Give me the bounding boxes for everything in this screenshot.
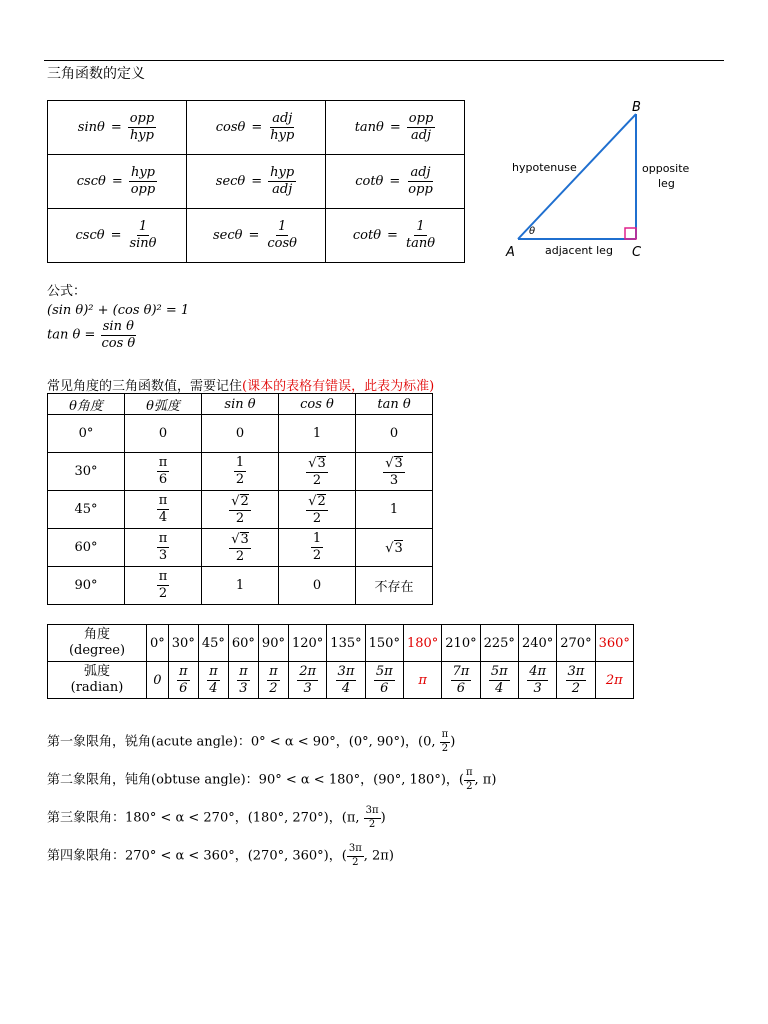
- radian-cell: [258, 662, 288, 699]
- fraction: [566, 665, 587, 695]
- denominator: 4: [341, 680, 351, 696]
- fraction: [229, 494, 251, 525]
- denominator: 6: [158, 472, 168, 487]
- fraction: [267, 665, 280, 695]
- table-cell: [125, 453, 202, 491]
- quadrant-tail: ): [450, 734, 456, 750]
- numerator: 7π: [452, 663, 470, 679]
- radicand: 3: [317, 455, 326, 471]
- denominator: adj: [272, 182, 293, 197]
- radian-cell: [288, 662, 326, 699]
- table-cell: [279, 491, 356, 529]
- numerator: 1: [278, 219, 287, 235]
- numerator: 3π: [337, 663, 355, 679]
- numerator: π: [158, 493, 168, 509]
- radian-cell: [442, 662, 480, 699]
- radicand: 2: [240, 493, 249, 509]
- radian-cell: [327, 662, 365, 699]
- quadrant-line: [47, 844, 394, 868]
- definition-fraction: [129, 166, 157, 196]
- table-row: [48, 491, 433, 529]
- degree-row: [48, 625, 634, 662]
- table-row: [48, 567, 433, 605]
- table-cell: 0: [356, 415, 433, 453]
- degree-cell: 360°: [595, 625, 633, 662]
- vertex-b-label: B: [632, 100, 641, 115]
- formulas-heading: 公式：: [47, 284, 87, 299]
- definition-cell: [48, 155, 187, 209]
- definition-lhs: secθ: [213, 228, 243, 243]
- tan-identity-fraction: [99, 320, 137, 350]
- vertex-a-label: A: [506, 245, 515, 260]
- numerator: π: [158, 569, 168, 585]
- numerator: 2π: [299, 663, 317, 679]
- table-row: [48, 453, 433, 491]
- numerator: π: [440, 730, 451, 743]
- quadrant-line: [47, 768, 496, 792]
- right-angle-marker: [625, 228, 636, 239]
- definition-row: [48, 209, 465, 263]
- numerator: 3π: [347, 844, 364, 857]
- table-cell: 0: [202, 415, 279, 453]
- definition-cell: [187, 101, 326, 155]
- table-cell: 1: [202, 567, 279, 605]
- definitions-table: [47, 100, 465, 263]
- fraction: [234, 456, 246, 486]
- numerator: π: [209, 663, 218, 679]
- table-cell: [279, 453, 356, 491]
- pythagorean-identity: (sin θ)² + (cos θ)² = 1: [47, 303, 190, 318]
- degree-cell: 45°: [198, 625, 228, 662]
- numerator: π: [158, 455, 168, 471]
- quadrant-text: 第四象限角：270° < α < 360°，(270°, 360°)，(: [47, 848, 347, 864]
- quadrant-text: 第三象限角：180° < α < 270°，(180°, 270°)，(π,: [47, 810, 364, 826]
- definition-cell: [48, 209, 187, 263]
- column-header: sin θ: [202, 394, 279, 415]
- table-row: [48, 529, 433, 567]
- table-cell: 45°: [48, 491, 125, 529]
- denominator: 4: [158, 510, 168, 525]
- radicand: 3: [394, 455, 403, 471]
- denominator: 4: [495, 680, 504, 696]
- denominator: 2: [466, 780, 473, 792]
- equals-sign: =: [110, 120, 122, 135]
- quadrant-text: 第一象限角，锐角(acute angle)：0° < α < 90°，(0°, 90°)，(0,: [47, 734, 440, 750]
- quadrant-fraction: [440, 730, 451, 754]
- denominator: 2: [158, 586, 168, 601]
- definition-lhs: cscθ: [76, 174, 106, 189]
- radian-row: [48, 662, 634, 699]
- denominator: 2: [312, 510, 322, 526]
- formulas-block: [47, 282, 189, 350]
- definition-fraction: [404, 220, 437, 250]
- definition-lhs: cotθ: [355, 174, 384, 189]
- numerator: π: [269, 663, 278, 679]
- table-cell: 1: [356, 491, 433, 529]
- degree-label-cn: 角度: [83, 627, 110, 642]
- degree-cell: 150°: [365, 625, 403, 662]
- quadrant-text: 第二象限角，钝角(obtuse angle)：90° < α < 180°，(90°, 180°)，(: [47, 772, 464, 788]
- definition-fraction: [127, 220, 158, 250]
- definition-lhs: tanθ: [354, 120, 384, 135]
- table-cell: [125, 567, 202, 605]
- fraction: [311, 532, 323, 562]
- numerator: opp: [408, 111, 434, 127]
- degree-cell: 240°: [518, 625, 556, 662]
- denominator: cosθ: [267, 236, 297, 251]
- numerator: π: [464, 768, 475, 781]
- equals-sign: =: [387, 228, 398, 243]
- column-header: θ弧度: [125, 394, 202, 415]
- fraction: [157, 456, 170, 486]
- opposite-label-line1: opposite: [642, 162, 690, 175]
- table-cell: √3: [356, 529, 433, 567]
- numerator: hyp: [130, 165, 155, 181]
- radian-label: [48, 662, 147, 699]
- radicand: 3: [240, 531, 249, 547]
- table-cell: [125, 529, 202, 567]
- numerator: π: [239, 663, 248, 679]
- radian-cell: [480, 662, 518, 699]
- equals-sign: =: [248, 228, 260, 243]
- definition-fraction: [407, 112, 435, 142]
- denominator: 6: [380, 680, 389, 696]
- radian-cell: [168, 662, 198, 699]
- radian-label-en: (radian): [70, 680, 124, 695]
- column-header: θ角度: [48, 394, 125, 415]
- denominator: 3: [303, 680, 312, 696]
- definition-lhs: cotθ: [352, 228, 382, 243]
- definition-fraction: [268, 112, 296, 142]
- numerator: 1: [312, 531, 322, 547]
- radian-cell: [198, 662, 228, 699]
- denominator: 2: [571, 680, 581, 696]
- vertex-c-label: C: [632, 245, 642, 260]
- column-header: tan θ: [356, 394, 433, 415]
- equals-sign: =: [389, 174, 401, 189]
- numerator: hyp: [270, 165, 295, 181]
- table-cell: [202, 491, 279, 529]
- degree-cell: 225°: [480, 625, 518, 662]
- degree-cell: 270°: [557, 625, 595, 662]
- fraction: [527, 665, 548, 695]
- quadrant-line: [47, 806, 386, 830]
- definition-cell: [187, 209, 326, 263]
- denominator: 2: [235, 548, 245, 564]
- equals-sign: =: [251, 174, 263, 189]
- degree-label-en: (degree): [68, 643, 126, 658]
- conversion-table: [47, 624, 634, 699]
- fraction: [297, 665, 318, 695]
- degree-cell: 0°: [147, 625, 169, 662]
- definition-fraction: [128, 112, 156, 142]
- definition-fraction: [406, 166, 434, 196]
- numerator: 3π: [364, 806, 381, 819]
- table-cell: 0°: [48, 415, 125, 453]
- numerator: 5π: [375, 663, 393, 679]
- denominator: 2: [441, 742, 449, 754]
- radian-cell: [365, 662, 403, 699]
- quadrant-tail: , π): [474, 772, 497, 788]
- table-cell: 0: [125, 415, 202, 453]
- numerator: √3: [231, 531, 249, 547]
- right-triangle-diagram: [498, 96, 708, 261]
- fraction: [306, 494, 328, 525]
- degree-cell: 30°: [168, 625, 198, 662]
- column-header: cos θ: [279, 394, 356, 415]
- degree-cell: 135°: [327, 625, 365, 662]
- radian-cell: [518, 662, 556, 699]
- denominator: 4: [209, 680, 218, 696]
- radian-cell: [228, 662, 258, 699]
- common-values-title: [47, 375, 434, 394]
- degree-cell: 60°: [228, 625, 258, 662]
- numerator: adj: [272, 111, 293, 127]
- radian-cell: π: [403, 662, 441, 699]
- hypotenuse-side: [518, 114, 636, 239]
- fraction: [207, 665, 220, 695]
- numerator: √2: [231, 493, 249, 509]
- common-values-intro: 常见角度的三角函数值，需要记住: [47, 379, 243, 394]
- denominator: 6: [456, 680, 466, 696]
- denominator: opp: [408, 182, 433, 197]
- numerator: √3: [308, 455, 326, 471]
- fraction: [157, 494, 170, 524]
- radian-cell: [557, 662, 595, 699]
- numerator: 4π: [529, 663, 547, 679]
- table-cell: [279, 529, 356, 567]
- table-cell: [356, 453, 433, 491]
- definition-cell: [48, 101, 187, 155]
- denominator: 3: [389, 472, 399, 488]
- theta-label: θ: [529, 226, 536, 237]
- fraction: [157, 570, 170, 600]
- table-cell: 30°: [48, 453, 125, 491]
- denominator: 3: [533, 680, 542, 696]
- denominator: sinθ: [129, 236, 157, 251]
- fraction: [157, 532, 170, 562]
- equals-sign: =: [251, 120, 263, 135]
- denominator: 3: [239, 680, 248, 696]
- fraction: [229, 532, 251, 563]
- equals-sign: =: [110, 228, 122, 243]
- denominator: 2: [312, 472, 322, 488]
- denominator: 3: [158, 548, 168, 563]
- common-values-note: (课本的表格有错误，此表为标准): [242, 379, 435, 394]
- numerator: adj: [410, 165, 431, 181]
- page-title: 三角函数的定义: [47, 66, 145, 82]
- denominator: 2: [352, 856, 359, 868]
- numerator: opp: [129, 111, 155, 127]
- numerator: π: [179, 663, 188, 679]
- quadrant-fraction: [464, 768, 475, 792]
- denominator: adj: [410, 128, 432, 143]
- fraction: [306, 456, 328, 487]
- radicand: 3: [394, 540, 403, 556]
- numerator: π: [158, 531, 168, 547]
- fraction: [489, 665, 510, 695]
- denominator: 2: [235, 510, 245, 526]
- numerator: √2: [308, 493, 326, 509]
- quadrant-fraction: [364, 806, 381, 830]
- definition-lhs: cosθ: [215, 120, 246, 135]
- adjacent-label: adjacent leg: [545, 244, 613, 257]
- degree-cell: 210°: [442, 625, 480, 662]
- quadrant-fraction: [347, 844, 364, 868]
- denominator: 6: [179, 680, 188, 696]
- fraction: [336, 665, 357, 695]
- definition-lhs: secθ: [215, 174, 246, 189]
- top-rule: [44, 60, 724, 61]
- denominator: 2: [368, 818, 376, 830]
- denominator: 2: [269, 680, 278, 696]
- denominator: hyp: [270, 128, 295, 143]
- radicand: 2: [317, 493, 326, 509]
- numerator: 1: [138, 219, 148, 235]
- quadrant-line: [47, 730, 455, 754]
- tan-identity-lhs: tan θ =: [47, 327, 96, 343]
- table-cell: 0: [279, 567, 356, 605]
- degree-cell: 90°: [258, 625, 288, 662]
- denominator: hyp: [129, 128, 154, 143]
- definition-cell: [187, 155, 326, 209]
- tan-identity-den: cos θ: [101, 335, 136, 351]
- table-cell: 90°: [48, 567, 125, 605]
- fraction: [383, 456, 405, 487]
- header-row: [48, 394, 433, 415]
- numerator: √3: [385, 455, 403, 471]
- table-cell: [202, 529, 279, 567]
- common-values-table: [47, 393, 433, 605]
- definition-cell: [326, 209, 465, 263]
- degree-cell: 120°: [288, 625, 326, 662]
- definition-fraction: [268, 166, 296, 196]
- denominator: opp: [130, 182, 156, 197]
- table-cell: [125, 491, 202, 529]
- hypotenuse-label: hypotenuse: [512, 161, 577, 174]
- degree-cell: 180°: [403, 625, 441, 662]
- equals-sign: =: [389, 120, 401, 135]
- tan-identity: [47, 320, 189, 350]
- table-cell: 60°: [48, 529, 125, 567]
- numerator: 3π: [567, 663, 585, 679]
- equals-sign: =: [111, 174, 123, 189]
- definition-cell: [326, 101, 465, 155]
- fraction: [451, 665, 472, 695]
- quadrant-tail: ): [380, 810, 386, 826]
- numerator: 1: [416, 219, 425, 235]
- numerator: 5π: [490, 663, 508, 679]
- fraction: [374, 665, 395, 695]
- tan-identity-num: sin θ: [102, 319, 134, 334]
- definition-lhs: cscθ: [75, 228, 105, 243]
- definition-lhs: sinθ: [77, 120, 105, 135]
- denominator: tanθ: [405, 236, 436, 251]
- denominator: 2: [312, 548, 322, 563]
- quadrant-tail: , 2π): [363, 848, 394, 864]
- definition-row: [48, 155, 465, 209]
- denominator: 2: [235, 472, 245, 487]
- table-cell: 不存在: [356, 567, 433, 605]
- degree-label: [48, 625, 147, 662]
- radian-label-cn: 弧度: [83, 664, 110, 679]
- definition-fraction: [265, 220, 299, 250]
- definition-row: [48, 101, 465, 155]
- table-cell: [202, 453, 279, 491]
- numerator: 1: [235, 455, 245, 471]
- radian-cell: 2π: [595, 662, 633, 699]
- definition-cell: [326, 155, 465, 209]
- fraction: [177, 665, 190, 695]
- opposite-label-line2: leg: [658, 177, 675, 190]
- radian-cell: 0: [147, 662, 169, 699]
- table-cell: 1: [279, 415, 356, 453]
- table-row: [48, 415, 433, 453]
- fraction: [237, 665, 250, 695]
